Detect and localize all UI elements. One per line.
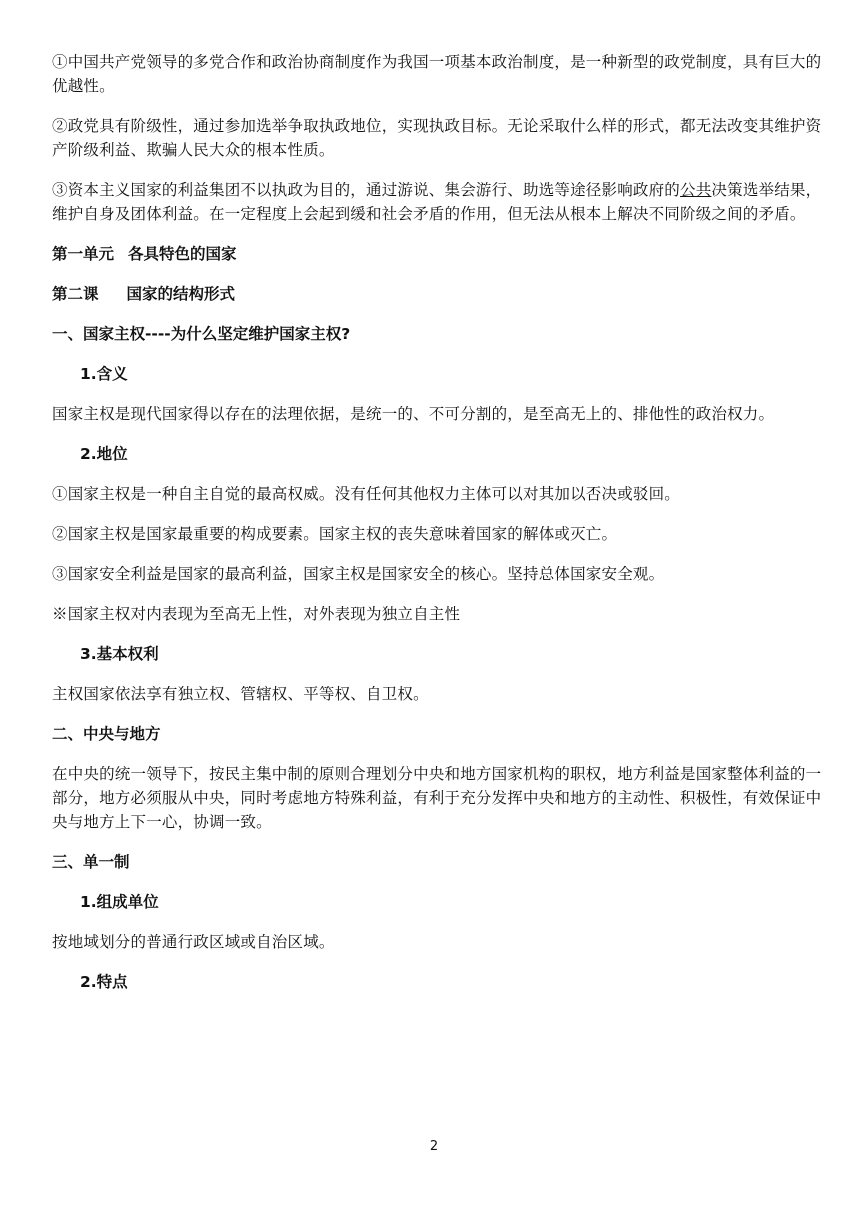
section-3-heading: 三、单一制 bbox=[52, 853, 130, 871]
unit-number: 第一单元 bbox=[52, 245, 115, 263]
subsection-1-2-heading: 2.地位 bbox=[80, 445, 128, 463]
lesson-heading bbox=[52, 282, 822, 306]
subsection-3-1-text: 按地域划分的普通行政区域或自治区域。 bbox=[52, 933, 335, 951]
subsection-3-2-heading: 2.特点 bbox=[80, 973, 128, 991]
subsection-1-1-heading: 1.含义 bbox=[80, 365, 128, 383]
unit-title: 各具特色的国家 bbox=[128, 245, 237, 263]
subsection-1-2-point-b: ②国家主权是国家最重要的构成要素。国家主权的丧失意味着国家的解体或灭亡。 bbox=[52, 525, 618, 543]
subsection-1-2-point-a: ①国家主权是一种自主自觉的最高权威。没有任何其他权力主体可以对其加以否决或驳回。 bbox=[52, 485, 681, 503]
section-2-text: 在中央的统一领导下，按民主集中制的原则合理划分中央和地方国家机构的职权，地方利益是国家整体利益的一部分，地方必须服从中央，同时考虑地方特殊利益，有利于充分发挥中央和地方的主动性、积极性，有效保证中央与地方上下一心，协调一致。 bbox=[52, 765, 822, 831]
section-2-heading: 二、中央与地方 bbox=[52, 725, 161, 743]
paragraph-3 bbox=[52, 178, 822, 226]
lesson-number: 第二课 bbox=[52, 285, 99, 303]
paragraph-3-part-a: ③资本主义国家的利益集团不以执政为目的，通过游说、集会游行、助选等途径影响政府的 bbox=[52, 181, 681, 199]
document-page bbox=[52, 50, 822, 1010]
underlined-word: 公共 bbox=[680, 181, 712, 199]
paragraph-1: ①中国共产党领导的多党合作和政治协商制度作为我国一项基本政治制度，是一种新型的政党制度，具有巨大的优越性。 bbox=[52, 53, 822, 95]
section-1-heading: 一、国家主权----为什么坚定维护国家主权? bbox=[52, 325, 351, 343]
subsection-1-3-text: 主权国家依法享有独立权、管辖权、平等权、自卫权。 bbox=[52, 685, 429, 703]
subsection-1-3-heading: 3.基本权利 bbox=[80, 645, 159, 663]
subsection-1-2-note: ※国家主权对内表现为至高无上性，对外表现为独立自主性 bbox=[52, 605, 461, 623]
page-number: 2 bbox=[429, 1139, 439, 1154]
subsection-1-1-text: 国家主权是现代国家得以存在的法理依据，是统一的、不可分割的，是至高无上的、排他性的政治权力。 bbox=[52, 405, 775, 423]
paragraph-2: ②政党具有阶级性，通过参加选举争取执政地位，实现执政目标。无论采取什么样的形式，都无法改变其维护资产阶级利益、欺骗人民大众的根本性质。 bbox=[52, 117, 822, 159]
paragraph-3-part-b: 决策选举结果，维护自身及团体利益。在一定程度上会起到缓和社会矛盾的作用，但无法从根本上解决不同阶级之间的矛盾。 bbox=[52, 181, 822, 223]
subsection-3-1-heading: 1.组成单位 bbox=[80, 893, 159, 911]
lesson-title: 国家的结构形式 bbox=[126, 285, 236, 303]
subsection-1-2-point-c: ③国家安全利益是国家的最高利益，国家主权是国家安全的核心。坚持总体国家安全观。 bbox=[52, 565, 665, 583]
unit-heading bbox=[52, 242, 822, 266]
